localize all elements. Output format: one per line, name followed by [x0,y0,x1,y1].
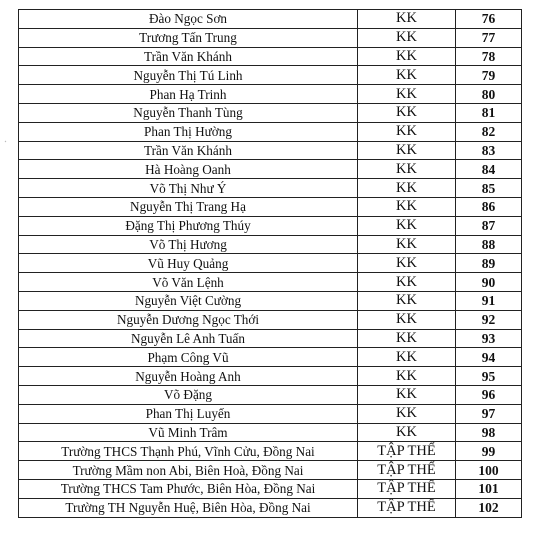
award-type-cell: KK [358,423,456,442]
recipient-name-cell: Nguyễn Thanh Tùng [19,103,358,122]
scan-speck [4,140,7,143]
recipient-name-cell: Trường THCS Tam Phước, Biên Hòa, Đồng Nai [19,479,358,498]
row-number-cell: 99 [456,442,522,461]
row-number-cell: 95 [456,367,522,386]
table-row [19,28,522,47]
table-row [19,10,522,29]
row-number-cell: 86 [456,197,522,216]
recipient-name-cell: Trường Mầm non Abi, Biên Hoà, Đồng Nai [19,461,358,480]
recipient-name-cell: Phan Thị Hường [19,122,358,141]
row-number-cell: 85 [456,179,522,198]
row-number-cell: 97 [456,404,522,423]
row-number-cell: 89 [456,254,522,273]
recipient-name-cell: Nguyễn Hoàng Anh [19,367,358,386]
table-row [19,291,522,310]
award-type-cell: TẬP THỂ [358,461,456,480]
row-number-cell: 87 [456,216,522,235]
table-row [19,367,522,386]
table-row [19,498,522,517]
table-row [19,235,522,254]
recipient-name-cell: Hà Hoàng Oanh [19,160,358,179]
table-row [19,141,522,160]
table-row [19,47,522,66]
award-type-cell: KK [358,10,456,29]
row-number-cell: 100 [456,461,522,480]
recipient-name-cell: Đào Ngọc Sơn [19,10,358,29]
award-type-cell: KK [358,291,456,310]
row-number-cell: 98 [456,423,522,442]
table-row [19,216,522,235]
award-type-cell: KK [358,404,456,423]
table-row [19,442,522,461]
table-row [19,461,522,480]
award-type-cell: KK [358,235,456,254]
award-type-cell: KK [358,66,456,85]
award-type-cell: KK [358,385,456,404]
table-row [19,273,522,292]
award-type-cell: KK [358,273,456,292]
row-number-cell: 76 [456,10,522,29]
table-row [19,310,522,329]
award-type-cell: KK [358,47,456,66]
awards-table-body [19,10,522,518]
award-type-cell: TẬP THỂ [358,498,456,517]
table-row [19,66,522,85]
row-number-cell: 90 [456,273,522,292]
award-type-cell: KK [358,103,456,122]
award-type-cell: KK [358,348,456,367]
row-number-cell: 102 [456,498,522,517]
table-row [19,385,522,404]
row-number-cell: 83 [456,141,522,160]
recipient-name-cell: Võ Thị Như Ý [19,179,358,198]
recipient-name-cell: Võ Thị Hương [19,235,358,254]
recipient-name-cell: Võ Văn Lệnh [19,273,358,292]
recipient-name-cell: Phan Thị Luyến [19,404,358,423]
award-type-cell: KK [358,28,456,47]
row-number-cell: 78 [456,47,522,66]
row-number-cell: 92 [456,310,522,329]
award-type-cell: KK [358,254,456,273]
recipient-name-cell: Trường TH Nguyễn Huệ, Biên Hòa, Đồng Nai [19,498,358,517]
table-row [19,404,522,423]
recipient-name-cell: Vũ Huy Quảng [19,254,358,273]
award-type-cell: KK [358,329,456,348]
row-number-cell: 82 [456,122,522,141]
recipient-name-cell: Nguyễn Thị Trang Hạ [19,197,358,216]
row-number-cell: 96 [456,385,522,404]
award-type-cell: KK [358,160,456,179]
table-row [19,254,522,273]
recipient-name-cell: Nguyễn Thị Tú Linh [19,66,358,85]
recipient-name-cell: Trần Văn Khánh [19,141,358,160]
awards-table [18,9,522,518]
award-type-cell: KK [358,85,456,104]
award-type-cell: KK [358,179,456,198]
table-row [19,197,522,216]
recipient-name-cell: Trương Tấn Trung [19,28,358,47]
recipient-name-cell: Nguyễn Lê Anh Tuấn [19,329,358,348]
recipient-name-cell: Nguyễn Dương Ngọc Thới [19,310,358,329]
award-type-cell: KK [358,367,456,386]
award-type-cell: TẬP THỂ [358,442,456,461]
award-type-cell: KK [358,122,456,141]
table-row [19,85,522,104]
row-number-cell: 101 [456,479,522,498]
award-type-cell: KK [358,310,456,329]
recipient-name-cell: Võ Đặng [19,385,358,404]
recipient-name-cell: Trần Văn Khánh [19,47,358,66]
recipient-name-cell: Vũ Minh Trâm [19,423,358,442]
table-row [19,160,522,179]
row-number-cell: 81 [456,103,522,122]
row-number-cell: 77 [456,28,522,47]
row-number-cell: 84 [456,160,522,179]
recipient-name-cell: Nguyễn Việt Cường [19,291,358,310]
recipient-name-cell: Trường THCS Thạnh Phú, Vĩnh Cửu, Đồng Nai [19,442,358,461]
table-row [19,479,522,498]
table-row [19,122,522,141]
row-number-cell: 93 [456,329,522,348]
row-number-cell: 91 [456,291,522,310]
award-type-cell: TẬP THỂ [358,479,456,498]
row-number-cell: 79 [456,66,522,85]
row-number-cell: 80 [456,85,522,104]
table-row [19,423,522,442]
row-number-cell: 94 [456,348,522,367]
table-row [19,348,522,367]
table-row [19,179,522,198]
table-row [19,329,522,348]
table-row [19,103,522,122]
award-type-cell: KK [358,141,456,160]
recipient-name-cell: Đặng Thị Phương Thúy [19,216,358,235]
award-type-cell: KK [358,216,456,235]
row-number-cell: 88 [456,235,522,254]
recipient-name-cell: Phan Hạ Trinh [19,85,358,104]
recipient-name-cell: Phạm Công Vũ [19,348,358,367]
award-type-cell: KK [358,197,456,216]
